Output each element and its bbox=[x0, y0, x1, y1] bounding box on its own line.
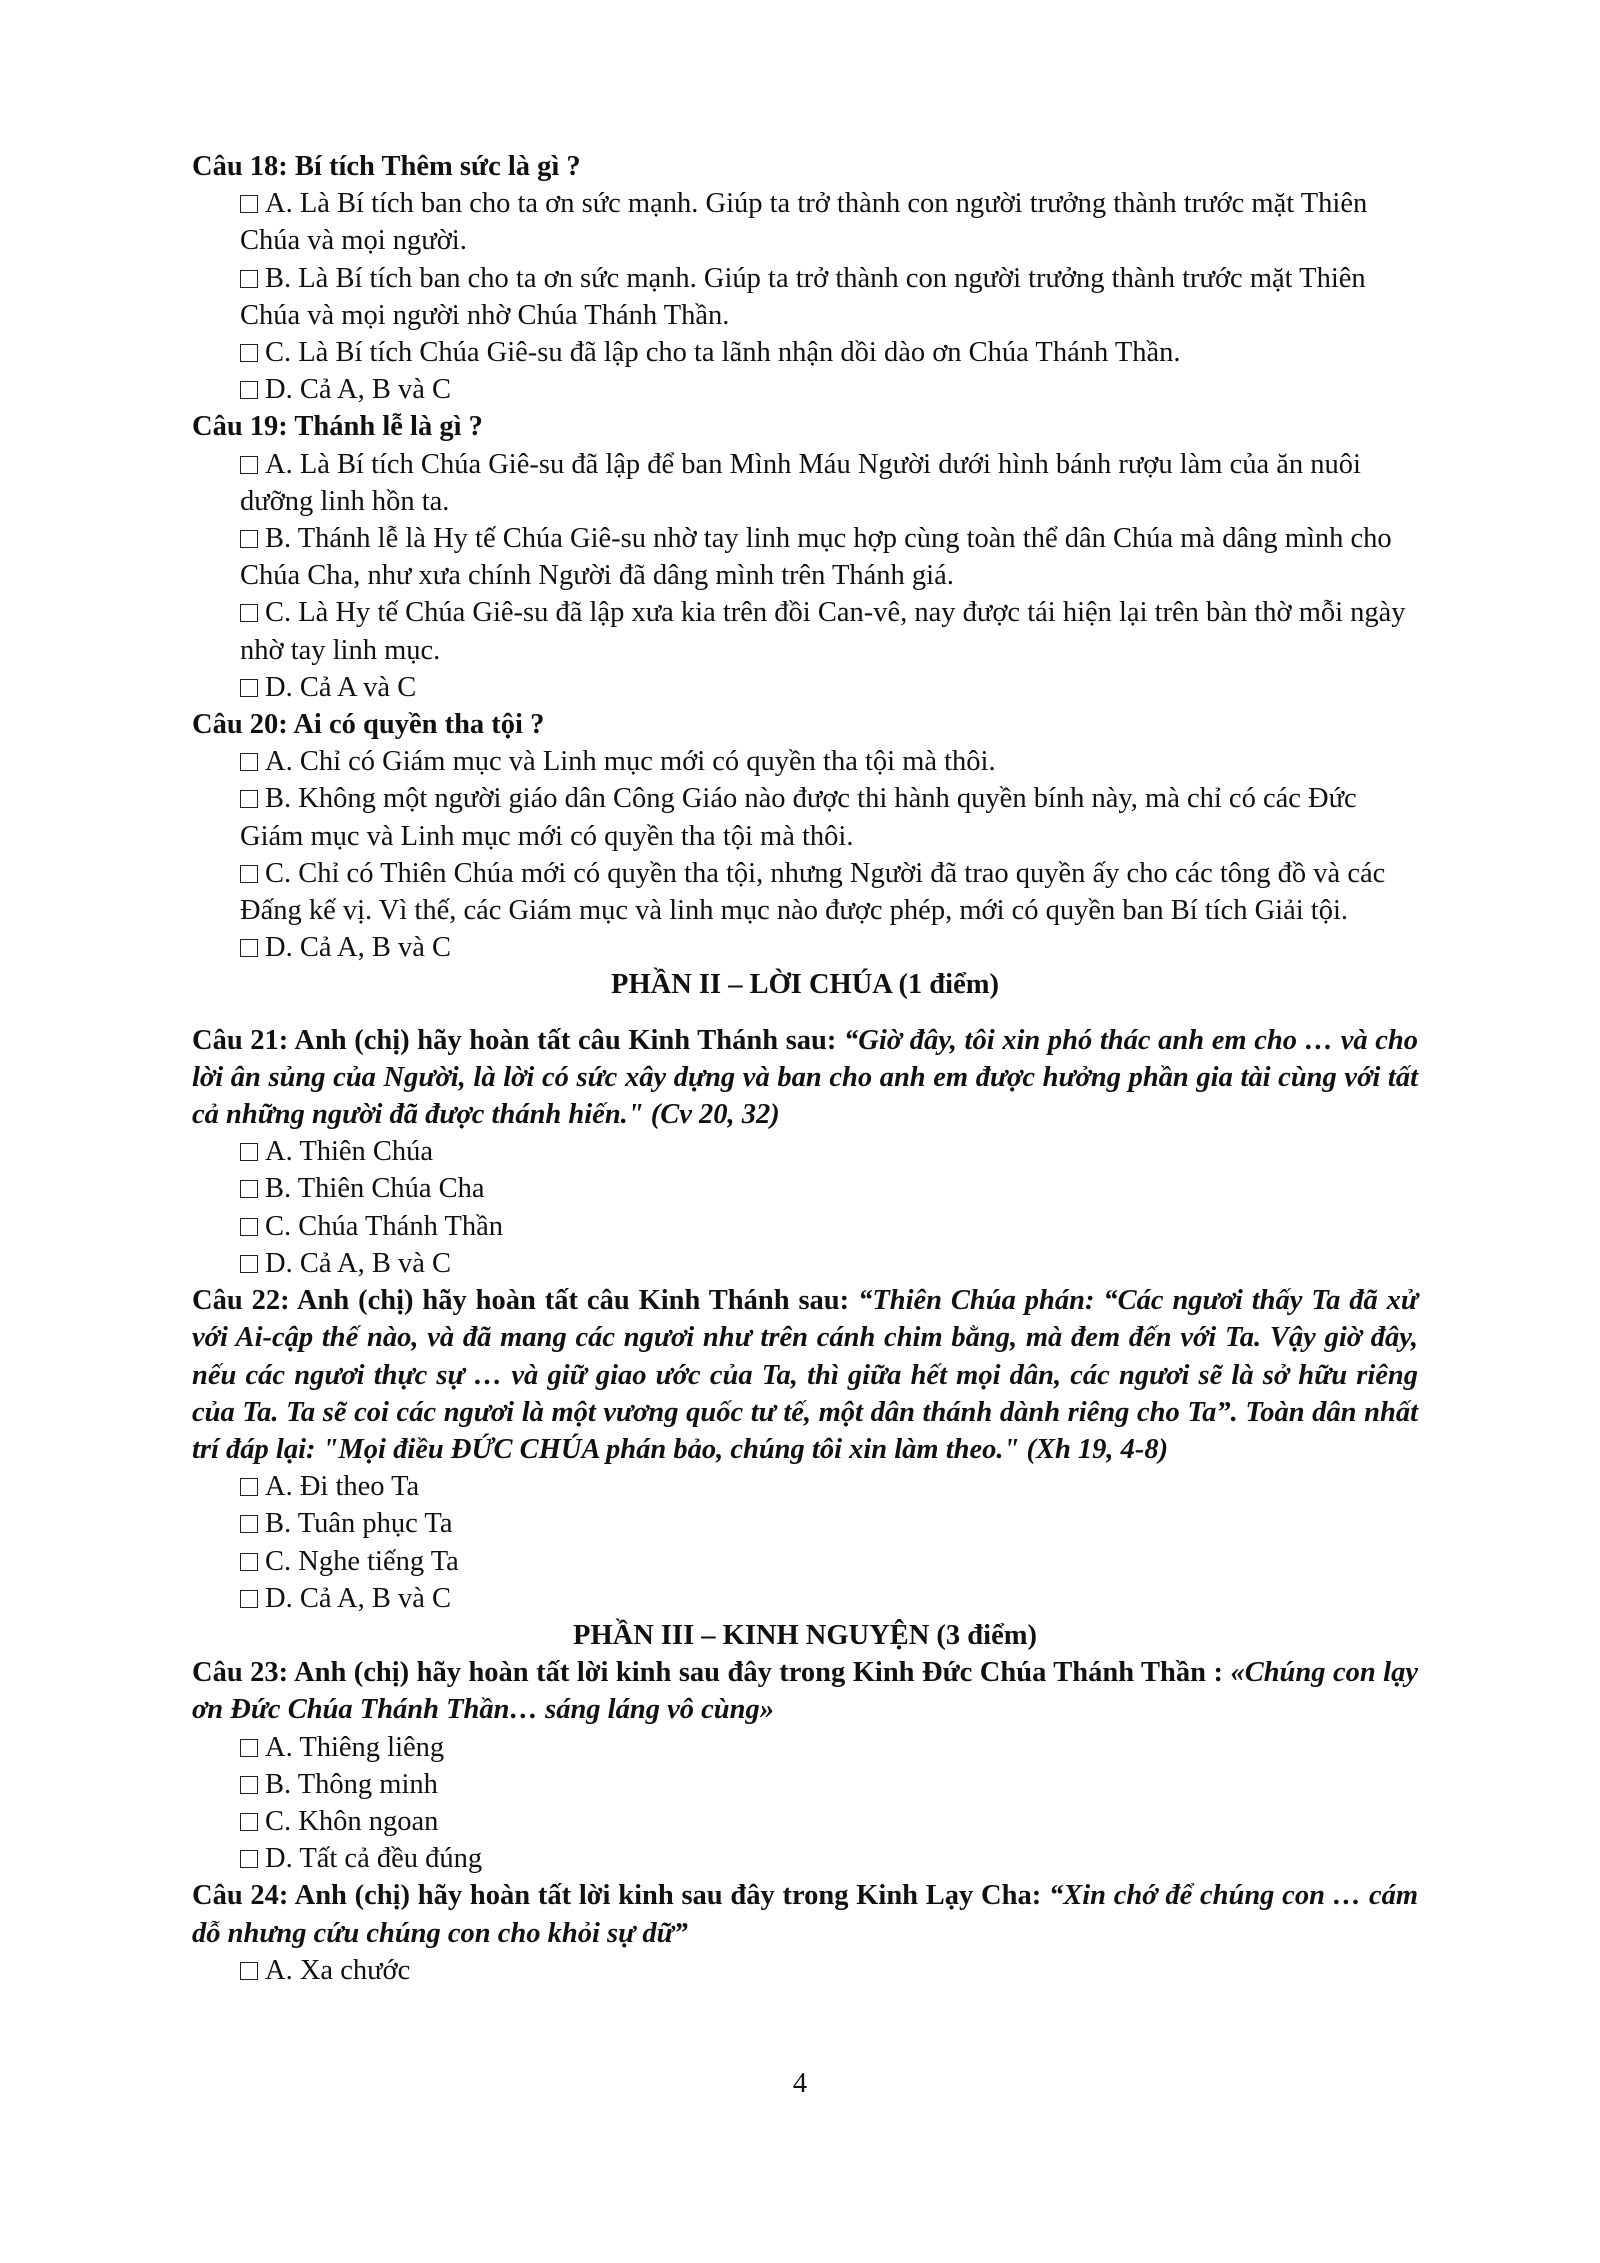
checkbox-icon[interactable] bbox=[240, 270, 258, 288]
question-21-lead: Câu 21: Anh (chị) hãy hoàn tất câu Kinh Thánh sau: bbox=[192, 1024, 837, 1056]
checkbox-icon[interactable] bbox=[240, 1739, 258, 1757]
question-18-option-b[interactable]: B. Là Bí tích ban cho ta ơn sức mạnh. Giúp ta trở thành con người trưởng thành trước mặt Thiên Chúa và mọi người nhờ Chúa Thánh Thần. bbox=[240, 262, 1366, 331]
question-22-title bbox=[192, 1282, 1418, 1468]
question-24-lead: Câu 24: Anh (chị) hãy hoàn tất lời kinh sau đây trong Kinh Lạy Cha: bbox=[192, 1880, 1042, 1912]
question-20-option-b[interactable]: B. Không một người giáo dân Công Giáo nào được thi hành quyền bính này, mà chỉ có các Đức Giám mục và Linh mục mới có quyền tha tội mà thôi. bbox=[240, 783, 1357, 852]
section-3-heading: PHẦN III – KINH NGUYỆN (3 điểm) bbox=[573, 1619, 1037, 1651]
checkbox-icon[interactable] bbox=[240, 1255, 258, 1273]
question-21-option-d[interactable]: D. Cả A, B và C bbox=[192, 1245, 1418, 1282]
checkbox-icon[interactable] bbox=[240, 939, 258, 957]
checkbox-icon[interactable] bbox=[240, 456, 258, 474]
checkbox-icon[interactable] bbox=[240, 753, 258, 771]
question-19-option-c[interactable]: C. Là Hy tế Chúa Giê-su đã lập xưa kia trên đồi Can-vê, nay được tái hiện lại trên bàn thờ mỗi ngày nhờ tay linh mục. bbox=[240, 597, 1406, 666]
question-23-option-a[interactable]: A. Thiêng liêng bbox=[192, 1729, 1418, 1766]
checkbox-icon[interactable] bbox=[240, 1180, 258, 1198]
checkbox-icon[interactable] bbox=[240, 1143, 258, 1161]
checkbox-icon[interactable] bbox=[240, 679, 258, 697]
page-number: 4 bbox=[792, 2068, 808, 2099]
question-22-quote: “Thiên Chúa phán: “Các ngươi thấy Ta đã xử với Ai-cập thế nào, và đã mang các ngươi như trên cánh chim bằng, mà đem đến với Ta. Vậy giờ đây, nếu các ngươi thực sự … và giữ giao ước của Ta, thì giữa hết mọi dân, các ngươi sẽ là sở hữu riêng của Ta. Ta sẽ coi các ngươi là một vương quốc tư tế, một dân thánh dành riêng cho Ta”. Toàn dân nhất trí đáp lại: "Mọi điều ĐỨC CHÚA phán bảo, chúng tôi xin làm theo." (Xh 19, 4-8) bbox=[192, 1285, 1418, 1465]
question-23-title bbox=[192, 1654, 1418, 1728]
question-23-option-d[interactable]: D. Tất cả đều đúng bbox=[192, 1840, 1418, 1877]
question-22-option-c[interactable]: C. Nghe tiếng Ta bbox=[192, 1543, 1418, 1580]
question-18-option-c[interactable]: C. Là Bí tích Chúa Giê-su đã lập cho ta lãnh nhận dồi dào ơn Chúa Thánh Thần. bbox=[192, 334, 1418, 371]
checkbox-icon[interactable] bbox=[240, 1962, 258, 1980]
checkbox-icon[interactable] bbox=[240, 1218, 258, 1236]
question-23-option-c[interactable]: C. Khôn ngoan bbox=[192, 1803, 1418, 1840]
checkbox-icon[interactable] bbox=[240, 344, 258, 362]
question-18-option-d[interactable]: D. Cả A, B và C bbox=[192, 371, 1418, 408]
checkbox-icon[interactable] bbox=[240, 1590, 258, 1608]
question-19-option-d[interactable]: D. Cả A và C bbox=[192, 669, 1418, 706]
question-22-option-b[interactable]: B. Tuân phục Ta bbox=[192, 1505, 1418, 1542]
section-2-heading: PHẦN II – LỜI CHÚA (1 điểm) bbox=[611, 969, 999, 1001]
question-24-title bbox=[192, 1877, 1418, 1951]
question-18-title: Câu 18: Bí tích Thêm sức là gì ? bbox=[192, 151, 581, 182]
question-24-quote: “Xin chớ để chúng con … cám dỗ nhưng cứu chúng con cho khỏi sự dữ” bbox=[192, 1880, 1419, 1949]
question-23-quote: «Chúng con lạy ơn Đức Chúa Thánh Thần… sáng láng vô cùng» bbox=[192, 1657, 1418, 1726]
question-22-option-a[interactable]: A. Đi theo Ta bbox=[192, 1468, 1418, 1505]
question-21-option-b[interactable]: B. Thiên Chúa Cha bbox=[192, 1170, 1418, 1207]
question-21-option-c[interactable]: C. Chúa Thánh Thần bbox=[192, 1208, 1418, 1245]
question-20-option-d[interactable]: D. Cả A, B và C bbox=[192, 929, 1418, 966]
question-18-option-a[interactable]: A. Là Bí tích ban cho ta ơn sức mạnh. Giúp ta trở thành con người trưởng thành trước mặt Thiên Chúa và mọi người. bbox=[240, 188, 1368, 257]
checkbox-icon[interactable] bbox=[240, 381, 258, 399]
checkbox-icon[interactable] bbox=[240, 790, 258, 808]
checkbox-icon[interactable] bbox=[240, 1515, 258, 1533]
checkbox-icon[interactable] bbox=[240, 1813, 258, 1831]
question-21-title bbox=[192, 1022, 1418, 1134]
document-body bbox=[192, 148, 1418, 1989]
checkbox-icon[interactable] bbox=[240, 865, 258, 883]
question-19-option-b[interactable]: B. Thánh lễ là Hy tế Chúa Giê-su nhờ tay linh mục hợp cùng toàn thể dân Chúa mà dâng mình cho Chúa Cha, như xưa chính Người đã dâng mình trên Thánh giá. bbox=[240, 523, 1392, 592]
question-23-lead: Câu 23: Anh (chị) hãy hoàn tất lời kinh sau đây trong Kinh Đức Chúa Thánh Thần : bbox=[192, 1657, 1223, 1689]
question-21-quote: “Giờ đây, tôi xin phó thác anh em cho … và cho lời ân sủng của Người, là lời có sức xây dựng và ban cho anh em được hưởng phần gia tài cùng với tất cả những người đã được thánh hiến." (Cv 20, 32) bbox=[192, 1024, 1418, 1131]
question-20-option-a[interactable]: A. Chỉ có Giám mục và Linh mục mới có quyền tha tội mà thôi. bbox=[192, 743, 1418, 780]
question-24-option-a[interactable]: A. Xa chước bbox=[192, 1952, 1418, 1989]
checkbox-icon[interactable] bbox=[240, 1478, 258, 1496]
checkbox-icon[interactable] bbox=[240, 1553, 258, 1571]
question-23-option-b[interactable]: B. Thông minh bbox=[192, 1766, 1418, 1803]
question-19-option-a[interactable]: A. Là Bí tích Chúa Giê-su đã lập để ban Mình Máu Người dưới hình bánh rượu làm của ăn nuôi dưỡng linh hồn ta. bbox=[240, 448, 1361, 517]
checkbox-icon[interactable] bbox=[240, 1776, 258, 1794]
checkbox-icon[interactable] bbox=[240, 530, 258, 548]
checkbox-icon[interactable] bbox=[240, 195, 258, 213]
question-22-lead: Câu 22: Anh (chị) hãy hoàn tất câu Kinh Thánh sau: bbox=[192, 1285, 850, 1317]
question-20-option-c[interactable]: C. Chỉ có Thiên Chúa mới có quyền tha tội, nhưng Người đã trao quyền ấy cho các tông đồ và các Đấng kế vị. Vì thế, các Giám mục và linh mục nào được phép, mới có quyền ban Bí tích Giải tội. bbox=[240, 857, 1386, 927]
checkbox-icon[interactable] bbox=[240, 1850, 258, 1868]
question-19-title: Câu 19: Thánh lễ là gì ? bbox=[192, 411, 483, 443]
checkbox-icon[interactable] bbox=[240, 604, 258, 622]
question-20-title: Câu 20: Ai có quyền tha tội ? bbox=[192, 709, 545, 741]
question-21-option-a[interactable]: A. Thiên Chúa bbox=[192, 1133, 1418, 1170]
question-22-option-d[interactable]: D. Cả A, B và C bbox=[192, 1580, 1418, 1617]
